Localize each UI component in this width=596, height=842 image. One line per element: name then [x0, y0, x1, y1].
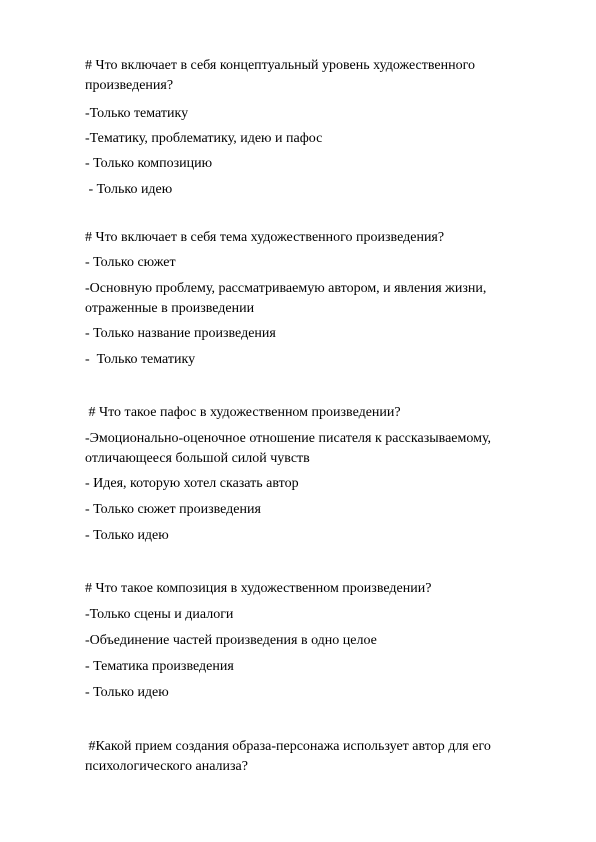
question-4: # Что такое композиция в художественном произведении? — [85, 581, 432, 596]
question-3-option-2: - Идея, которую хотел сказать автор — [85, 476, 299, 491]
question-1-option-2: -Тематику, проблематику, идею и пафос — [85, 131, 323, 146]
question-4-option-4: - Только идею — [85, 685, 169, 700]
question-4-option-3: - Тематика произведения — [85, 659, 234, 674]
question-1-option-4: - Только идею — [85, 182, 173, 197]
question-3-option-1: -Эмоционально-оценочное отношение писателя к рассказываемому, отличающееся большой силой чувств — [85, 431, 495, 466]
question-2-option-3: - Только название произведения — [85, 326, 276, 341]
question-1-option-1: -Только тематику — [85, 106, 189, 121]
question-1-option-3: - Только композицию — [85, 156, 213, 171]
question-4-option-1: -Только сцены и диалоги — [85, 607, 234, 622]
question-2-option-1: - Только сюжет — [85, 255, 176, 270]
question-3-option-4: - Только идею — [85, 528, 169, 543]
question-2-option-4: - Только тематику — [85, 352, 196, 367]
question-5: #Какой прием создания образа-персонажа использует автор для его психологического анализа? — [85, 739, 495, 774]
question-3: # Что такое пафос в художественном произведении? — [85, 405, 401, 420]
question-2-option-2: -Основную проблему, рассматриваемую автором, и явления жизни, отраженные в произведении — [85, 281, 490, 316]
question-3-option-3: - Только сюжет произведения — [85, 502, 261, 517]
question-4-option-2: -Объединение частей произведения в одно целое — [85, 633, 377, 648]
question-2: # Что включает в себя тема художественного произведения? — [85, 230, 445, 245]
question-1: # Что включает в себя концептуальный уровень художественного произведения? — [85, 58, 479, 93]
